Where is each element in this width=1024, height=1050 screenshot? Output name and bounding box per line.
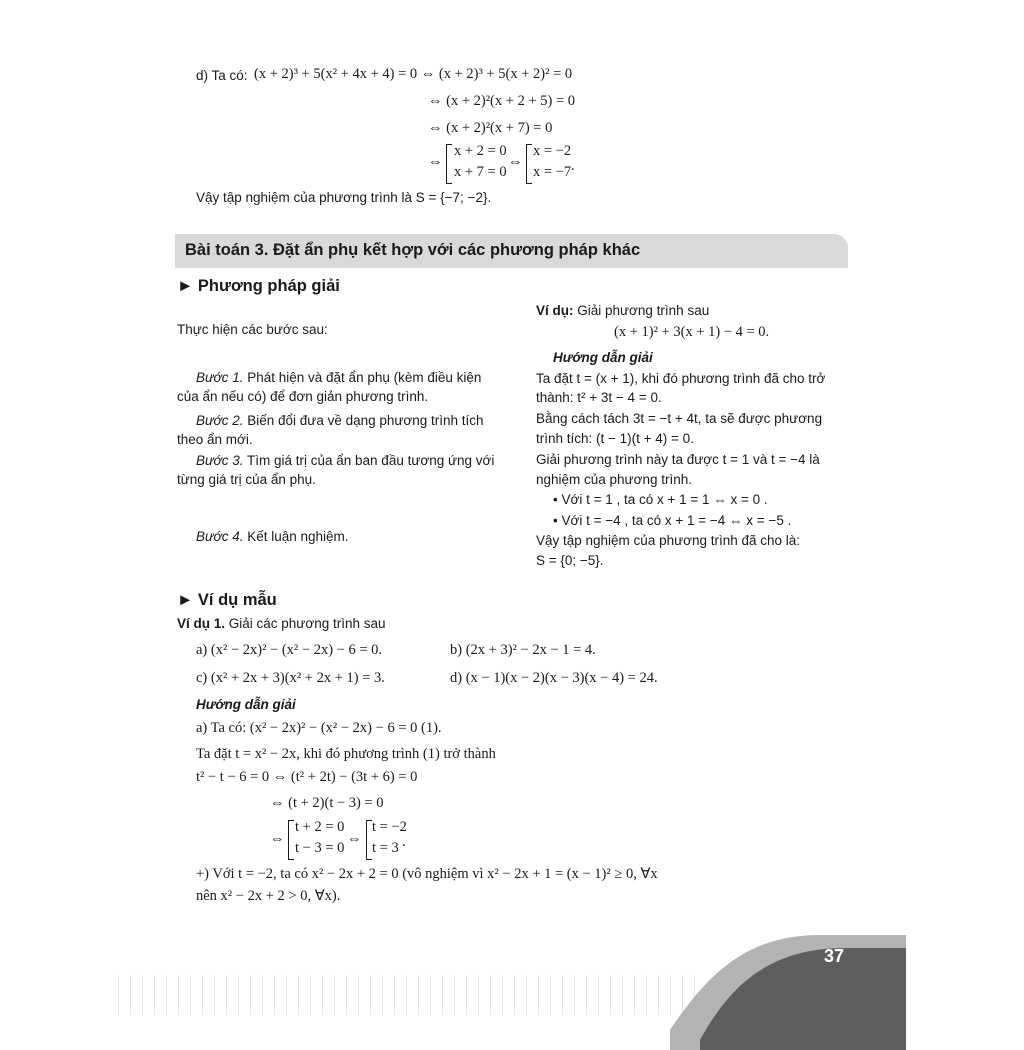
- example-box-title: [536, 303, 709, 318]
- example-bullet: • Với t = −4 , ta có x + 1 = −4 ⇔ x = −5 .: [553, 513, 792, 528]
- solution-line: +) Với t = −2, ta có x² − 2x + 2 = 0 (vô nghiệm vì x² − 2x + 1 = (x − 1)² ≥ 0, ∀x: [196, 866, 658, 882]
- example-guide-heading: Hướng dẫn giải: [553, 350, 653, 365]
- samples-heading: ► Ví dụ mẫu: [177, 591, 277, 609]
- section-header: [175, 234, 848, 268]
- example-line: nghiệm của phương trình.: [536, 472, 692, 487]
- samples-sys-arrow: ⇔: [270, 831, 285, 847]
- example-label: Ví dụ:: [536, 303, 574, 318]
- solution-line: Ta đặt t = x² − 2x, khi đó phương trình (1) trở thành: [196, 746, 496, 762]
- example-line: thành: t² + 3t − 4 = 0.: [536, 390, 662, 405]
- example-line: trình tích: (t − 1)(t + 4) = 0.: [536, 431, 694, 446]
- sample-1-label: Ví dụ 1.: [177, 616, 226, 631]
- example-solution-set: S = {0; −5}.: [536, 553, 604, 568]
- problem-c: c) (x² + 2x + 3)(x² + 2x + 1) = 3.: [196, 670, 385, 686]
- step-3-cont: từng giá trị của ẩn phụ.: [177, 472, 316, 487]
- solution-line: ⇔ (t + 2)(t − 3) = 0: [270, 795, 384, 811]
- system-bracket: [446, 144, 452, 184]
- samples-sys-end: .: [402, 834, 406, 850]
- step-4-label: Bước 4.: [196, 529, 244, 544]
- samples-sys-arrow2: ⇔: [347, 831, 362, 847]
- samples-guide-heading: Hướng dẫn giải: [196, 697, 296, 712]
- solution-line: t² − t − 6 = 0 ⇔ (t² + 2t) − (3t + 6) = 0: [196, 769, 418, 785]
- solution-line: a) Ta có: (x² − 2x)² − (x² − 2x) − 6 = 0 (1).: [196, 720, 442, 736]
- part-d-sys2a: x = −2: [533, 143, 572, 159]
- system-bracket: [288, 820, 294, 860]
- example-text: Giải phương trình sau: [573, 303, 710, 318]
- example-equation: (x + 1)² + 3(x + 1) − 4 = 0.: [614, 324, 770, 340]
- part-d-lead: d) Ta có:: [196, 68, 248, 83]
- part-d-line1: (x + 2)³ + 5(x² + 4x + 4) = 0 ⇔ (x + 2)³ + 5(x + 2)² = 0: [254, 66, 573, 82]
- problem-d: d) (x − 1)(x − 2)(x − 3)(x − 4) = 24.: [450, 670, 658, 686]
- step-2-label: Bước 2.: [196, 413, 244, 428]
- step-4: [196, 529, 349, 544]
- step-3: [196, 453, 494, 468]
- step-3-label: Bước 3.: [196, 453, 244, 468]
- sample-1-title: [177, 616, 386, 631]
- step-2-cont: theo ẩn mới.: [177, 432, 253, 447]
- system-bracket: [526, 144, 532, 184]
- step-1-text: Phát hiện và đặt ẩn phụ (kèm điều kiện: [243, 370, 482, 385]
- solution-line: nên x² − 2x + 2 > 0, ∀x).: [196, 888, 341, 904]
- sample-1-text: Giải các phương trình sau: [225, 616, 386, 631]
- page-corner-decoration: [670, 930, 930, 1050]
- step-3-text: Tìm giá trị của ẩn ban đầu tương ứng với: [243, 453, 495, 468]
- part-d-sys1b: x + 7 = 0: [454, 164, 507, 180]
- part-d-sys2b: x = −7: [533, 164, 572, 180]
- method-intro: Thực hiện các bước sau:: [177, 322, 328, 337]
- samples-sys2b: t = 3: [372, 840, 399, 856]
- example-line: Bằng cách tách 3t = −t + 4t, ta sẽ được phương: [536, 411, 823, 426]
- example-line: Vậy tập nghiệm của phương trình đã cho là:: [536, 533, 801, 548]
- samples-sys1b: t − 3 = 0: [295, 840, 345, 856]
- problem-a: a) (x² − 2x)² − (x² − 2x) − 6 = 0.: [196, 642, 383, 658]
- example-line: Giải phương trình này ta được t = 1 và t = −4 là: [536, 452, 820, 467]
- step-4-text: Kết luận nghiệm.: [243, 529, 349, 544]
- step-1-cont: của ẩn nếu có) để đơn giản phương trình.: [177, 389, 429, 404]
- footer-grid-decoration: [118, 975, 703, 1015]
- part-d-sys1a: x + 2 = 0: [454, 143, 507, 159]
- part-d-sys-arrow2: ⇔: [508, 154, 523, 170]
- example-bullet: • Với t = 1 , ta có x + 1 = 1 ⇔ x = 0 .: [553, 492, 768, 507]
- example-line: Ta đặt t = (x + 1), khi đó phương trình đã cho trở: [536, 371, 826, 386]
- step-2: [196, 413, 484, 428]
- part-d-conclusion: Vậy tập nghiệm của phương trình là S = {−7; −2}.: [196, 190, 492, 205]
- part-d-line3: ⇔ (x + 2)²(x + 7) = 0: [428, 120, 553, 136]
- part-d-line2: ⇔ (x + 2)²(x + 2 + 5) = 0: [428, 93, 575, 109]
- step-2-text: Biến đổi đưa về dạng phương trình tích: [243, 413, 484, 428]
- samples-sys2a: t = −2: [372, 819, 407, 835]
- part-d-sys-end: .: [571, 158, 575, 174]
- method-heading: ► Phương pháp giải: [177, 277, 340, 295]
- step-1: [196, 370, 481, 385]
- section-title: Bài toán 3. Đặt ẩn phụ kết hợp với các phương pháp khác: [185, 241, 641, 259]
- part-d-sys-arrow: ⇔: [428, 154, 443, 170]
- step-1-label: Bước 1.: [196, 370, 244, 385]
- problem-b: b) (2x + 3)² − 2x − 1 = 4.: [450, 642, 596, 658]
- samples-sys1a: t + 2 = 0: [295, 819, 345, 835]
- page-number: 37: [824, 946, 845, 966]
